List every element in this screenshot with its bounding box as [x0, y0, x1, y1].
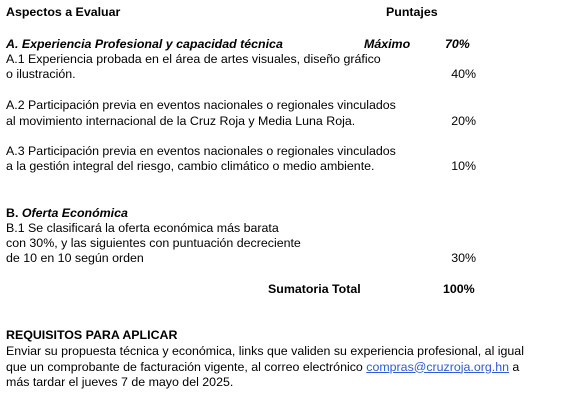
- item-a1-score: 40%: [451, 67, 476, 81]
- section-a-max-value: 70%: [445, 37, 470, 51]
- item-b1-line3: de 10 en 10 según orden: [6, 251, 144, 265]
- requirements-line1: Enviar su propuesta técnica y económica, links que validen su experiencia profesional, al igual: [6, 344, 524, 358]
- section-b-title: [6, 206, 128, 222]
- item-a2-score: 20%: [451, 114, 476, 128]
- item-a3-line1: A.3 Participación previa en eventos nacionales o regionales vinculados: [6, 144, 396, 158]
- total-value: 100%: [443, 282, 475, 296]
- item-a1-line1: A.1 Experiencia probada en el área de artes visuales, diseño gráfico: [6, 52, 381, 66]
- requirements-line2: [6, 360, 573, 376]
- total-label: Sumatoria Total: [268, 282, 361, 296]
- section-a-max-label: Máximo: [364, 37, 411, 51]
- requirements-line2-post: a: [508, 359, 520, 374]
- section-b-title-text: Oferta Económica: [21, 206, 128, 220]
- scores-header: Puntajes: [386, 5, 438, 19]
- item-a1-line2: o ilustración.: [6, 67, 76, 81]
- requirements-line2-pre: que un comprobante de facturación vigente, al correo electrónico: [6, 359, 367, 374]
- aspects-header: Aspectos a Evaluar: [6, 5, 121, 19]
- requirements-body: [6, 344, 573, 391]
- requirements-title: REQUISITOS PARA APLICAR: [6, 328, 178, 342]
- item-b1-score: 30%: [451, 251, 476, 265]
- requirements-line3: más tardar el jueves 7 de mayo del 2025.: [6, 375, 234, 389]
- item-b1-line2: con 30%, y las siguientes con puntuación decreciente: [6, 236, 301, 250]
- item-a2-line1: A.2 Participación previa en eventos nacionales o regionales vinculados: [6, 98, 396, 112]
- item-a3-score: 10%: [451, 159, 476, 173]
- email-link[interactable]: compras@cruzroja.org.hn: [366, 359, 509, 374]
- item-a3-line2: a la gestión integral del riesgo, cambio climático o medio ambiente.: [6, 159, 375, 173]
- item-a2-line2: al movimiento internacional de la Cruz Roja y Media Luna Roja.: [6, 114, 356, 128]
- section-b-prefix: B.: [6, 206, 19, 220]
- section-a-title: A. Experiencia Profesional y capacidad técnica: [6, 37, 283, 51]
- item-b1-line1: B.1 Se clasificará la oferta económica más barata: [6, 221, 279, 235]
